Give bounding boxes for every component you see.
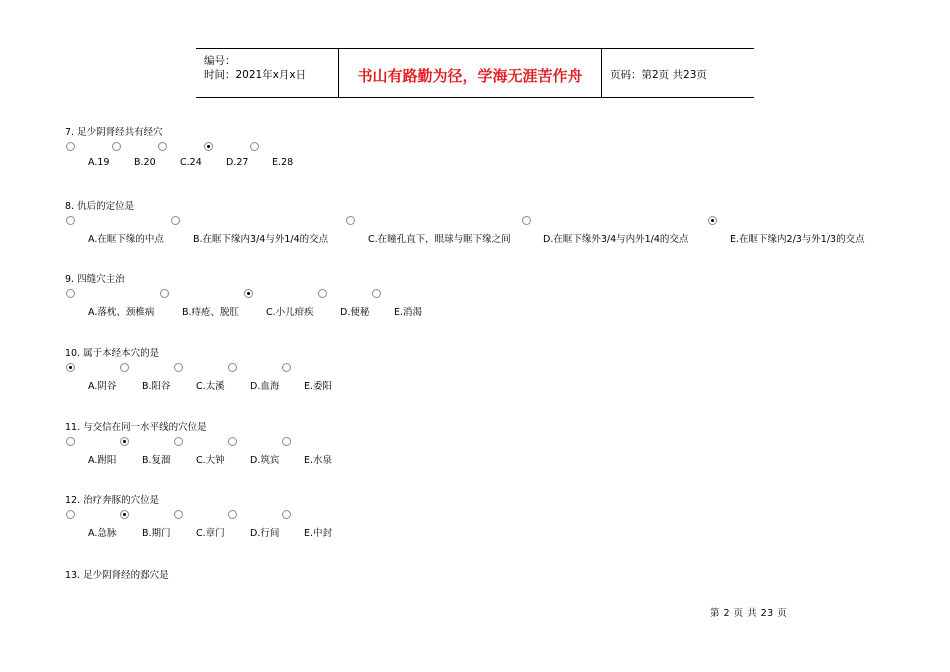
option-label-e: E.中封 bbox=[304, 528, 333, 539]
option-label-e: E.消渴 bbox=[394, 307, 423, 318]
option-label-e: E.水泉 bbox=[304, 455, 333, 466]
radio-option-c[interactable] bbox=[174, 510, 183, 519]
radio-option-d[interactable] bbox=[522, 216, 531, 225]
option-label-b: B.20 bbox=[134, 157, 156, 168]
page-footer: 第 2 页 共 23 页 bbox=[710, 608, 788, 619]
option-label-d: D.在眶下缘外3/4与内外1/4的交点 bbox=[543, 234, 689, 245]
option-label-a: A.落枕、颈椎病 bbox=[88, 307, 155, 318]
question-8 bbox=[0, 198, 950, 248]
question-title: 11. 与交信在同一水平线的穴位是 bbox=[65, 422, 207, 433]
option-label-c: C.大钟 bbox=[196, 455, 225, 466]
radio-option-e[interactable] bbox=[282, 437, 291, 446]
option-label-b: B.期门 bbox=[142, 528, 171, 539]
radio-option-c[interactable] bbox=[158, 142, 167, 151]
question-title: 9. 四缝穴主治 bbox=[65, 274, 125, 285]
radio-option-c[interactable] bbox=[174, 437, 183, 446]
radio-option-e[interactable] bbox=[250, 142, 259, 151]
option-label-a: A.19 bbox=[88, 157, 110, 168]
document-header bbox=[196, 48, 754, 98]
header-motto-cell bbox=[339, 49, 602, 97]
radio-option-e[interactable] bbox=[708, 216, 717, 225]
question-7 bbox=[0, 124, 950, 174]
radio-option-d[interactable] bbox=[228, 437, 237, 446]
radio-option-a[interactable] bbox=[66, 142, 75, 151]
option-label-d: D.行间 bbox=[250, 528, 280, 539]
radio-option-d[interactable] bbox=[318, 289, 327, 298]
option-label-b: B.在眶下缘内3/4与外1/4的交点 bbox=[193, 234, 329, 245]
time-label: 时间：2021年x月x日 bbox=[204, 69, 307, 81]
option-label-e: E.28 bbox=[272, 157, 294, 168]
radio-option-b[interactable] bbox=[112, 142, 121, 151]
header-page-cell bbox=[602, 49, 754, 97]
option-label-c: C.太溪 bbox=[196, 381, 225, 392]
question-10 bbox=[0, 345, 950, 395]
header-info-cell bbox=[196, 49, 339, 97]
radio-option-a[interactable] bbox=[66, 289, 75, 298]
radio-option-e[interactable] bbox=[372, 289, 381, 298]
radio-option-a[interactable] bbox=[66, 510, 75, 519]
question-13 bbox=[0, 567, 950, 617]
number-label: 编号： bbox=[204, 55, 236, 67]
radio-option-d[interactable] bbox=[228, 363, 237, 372]
option-label-c: C.在瞳孔直下，眼球与眶下缘之间 bbox=[368, 234, 511, 245]
radio-option-b[interactable] bbox=[120, 510, 129, 519]
option-label-c: C.小儿疳疾 bbox=[266, 307, 314, 318]
radio-option-e[interactable] bbox=[282, 510, 291, 519]
question-12 bbox=[0, 492, 950, 542]
page-code: 页码：第2页 共23页 bbox=[610, 69, 707, 81]
option-label-d: D.血海 bbox=[250, 381, 280, 392]
question-9 bbox=[0, 271, 950, 321]
radio-option-a[interactable] bbox=[66, 437, 75, 446]
option-label-d: D.27 bbox=[226, 157, 249, 168]
option-label-d: D.便秘 bbox=[340, 307, 370, 318]
option-label-b: B.阳谷 bbox=[142, 381, 171, 392]
radio-option-b[interactable] bbox=[171, 216, 180, 225]
question-11 bbox=[0, 419, 950, 469]
radio-option-c[interactable] bbox=[244, 289, 253, 298]
option-label-a: A.跗阳 bbox=[88, 455, 117, 466]
option-label-c: C.24 bbox=[180, 157, 202, 168]
radio-option-c[interactable] bbox=[174, 363, 183, 372]
radio-option-e[interactable] bbox=[282, 363, 291, 372]
option-label-a: A.在眶下缘的中点 bbox=[88, 234, 164, 245]
radio-option-c[interactable] bbox=[346, 216, 355, 225]
radio-option-b[interactable] bbox=[120, 363, 129, 372]
option-label-a: A.急脉 bbox=[88, 528, 117, 539]
question-title: 12. 治疗奔豚的穴位是 bbox=[65, 495, 160, 506]
option-label-d: D.筑宾 bbox=[250, 455, 280, 466]
option-label-b: B.复溜 bbox=[142, 455, 171, 466]
radio-option-a[interactable] bbox=[66, 216, 75, 225]
option-label-b: B.痔疮、脱肛 bbox=[182, 307, 240, 318]
radio-option-b[interactable] bbox=[120, 437, 129, 446]
option-label-e: E.委阳 bbox=[304, 381, 333, 392]
option-label-c: C.章门 bbox=[196, 528, 225, 539]
question-title: 13. 足少阴肾经的郄穴是 bbox=[65, 570, 169, 581]
radio-option-d[interactable] bbox=[228, 510, 237, 519]
question-title: 10. 属于本经本穴的是 bbox=[65, 348, 160, 359]
radio-option-b[interactable] bbox=[160, 289, 169, 298]
option-label-e: E.在眶下缘内2/3与外1/3的交点 bbox=[730, 234, 865, 245]
radio-option-a[interactable] bbox=[66, 363, 75, 372]
question-title: 7. 足少阴肾经共有经穴 bbox=[65, 127, 163, 138]
motto: 书山有路勤为径，学海无涯苦作舟 bbox=[357, 67, 583, 85]
question-title: 8. 仇后的定位是 bbox=[65, 201, 135, 212]
radio-option-d[interactable] bbox=[204, 142, 213, 151]
option-label-a: A.阴谷 bbox=[88, 381, 117, 392]
